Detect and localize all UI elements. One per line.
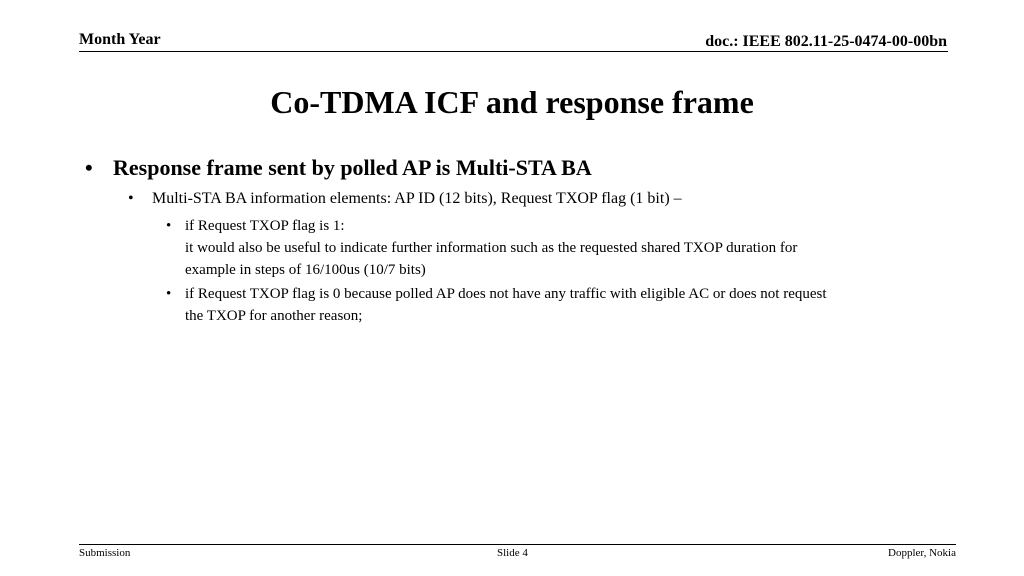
bullet-level1 (85, 154, 973, 182)
bullet-dot-icon: • (166, 218, 172, 234)
bullet-level3 (166, 283, 945, 327)
footer-author: Doppler, Nokia (888, 547, 956, 559)
footer-submission: Submission (79, 547, 131, 559)
bullet-level2 (128, 189, 972, 209)
bullet-level1-text: Response frame sent by polled AP is Multi-STA BA (113, 155, 592, 180)
bullet-line: it would also be useful to indicate further information such as the requested shared TXOP duration for (185, 240, 798, 256)
header-divider (79, 51, 948, 52)
bullet-line: if Request TXOP flag is 0 because polled AP does not have any traffic with eligible AC or does not request (185, 286, 827, 302)
header-doc-id: doc.: IEEE 802.11-25-0474-00-00bn (705, 33, 947, 50)
bullet-level2-text: Multi-STA BA information elements: AP ID (12 bits), Request TXOP flag (1 bit) – (152, 190, 682, 207)
bullet-level3 (166, 215, 945, 281)
bullet-line: example in steps of 16/100us (10/7 bits) (185, 262, 426, 278)
bullet-line: the TXOP for another reason; (185, 308, 363, 324)
bullet-line: if Request TXOP flag is 1: (185, 218, 345, 234)
footer-slide-number: Slide 4 (497, 547, 528, 559)
slide-title: Co-TDMA ICF and response frame (270, 84, 754, 120)
bullet-dot-icon: • (85, 155, 93, 180)
header-date: Month Year (79, 31, 161, 48)
footer-divider (79, 544, 956, 545)
bullet-dot-icon: • (166, 286, 172, 302)
bullet-dot-icon: • (128, 190, 134, 207)
